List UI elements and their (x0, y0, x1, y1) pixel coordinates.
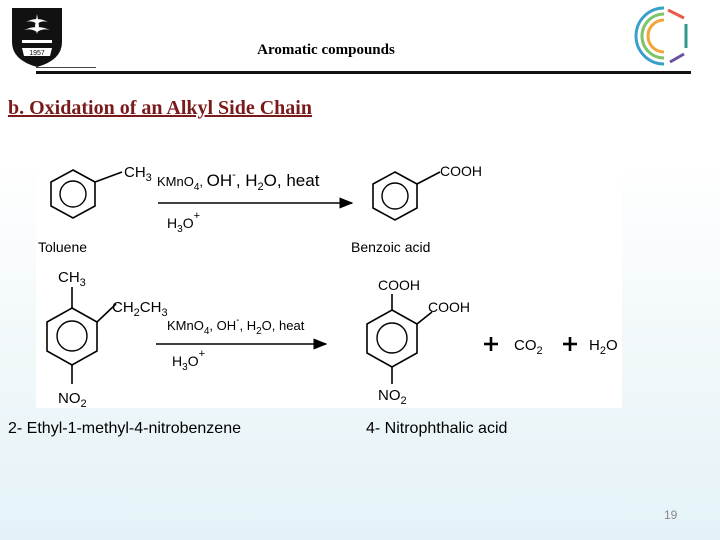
benzoic-acid-substituent: COOH (440, 163, 482, 179)
page-number: 19 (664, 508, 678, 522)
byproduct-h2o: $H_2O$ (589, 337, 618, 357)
reaction1-reagents: KMnO$_4$, OH-, $H_2O$, heat (157, 169, 320, 193)
section-heading: b. Oxidation of an Alkyl Side Chain (8, 97, 312, 119)
product-caption: 4- Nitrophthalic acid (366, 420, 508, 437)
header-rule-thin (36, 67, 96, 68)
plus-sign-1 (484, 337, 498, 351)
ethylmethylnitrobenzene-structure (47, 287, 116, 384)
benzoic-acid-label: Benzoic acid (351, 239, 431, 255)
reactant2-ethyl: $CH_2CH_3$ (112, 299, 168, 319)
reaction1-acid-workup: $H_3O^+$ (167, 210, 201, 235)
reaction-scheme (36, 160, 622, 408)
header-rule (36, 71, 691, 74)
reaction2-acid-workup: $H_3O^+$ (172, 348, 206, 373)
toluene-label: Toluene (38, 239, 88, 255)
product2-cooh-top: COOH (378, 277, 420, 293)
reactant2-methyl: $CH_3$ (58, 269, 86, 289)
benzoic-acid-structure (373, 172, 440, 220)
toluene-substituent: $CH_3$ (124, 164, 152, 184)
product2-cooh-right: COOH (428, 299, 470, 315)
byproduct-co2: $CO_2$ (514, 337, 543, 357)
product2-nitro: $NO_2$ (378, 387, 407, 407)
reactant-caption: 2- Ethyl-1-methyl-4-nitrobenzene (8, 420, 241, 437)
header-title: Aromatic compounds (257, 42, 395, 58)
reactant2-nitro: $NO_2$ (58, 390, 87, 408)
plus-sign-2 (563, 337, 577, 351)
nitrophthalic-acid-structure (367, 294, 432, 384)
toluene-structure (51, 170, 122, 218)
logo-year: 1957 (29, 50, 45, 57)
reaction2-reagents: KMnO$_4$, OH-, $H_2O$, heat (167, 315, 305, 337)
